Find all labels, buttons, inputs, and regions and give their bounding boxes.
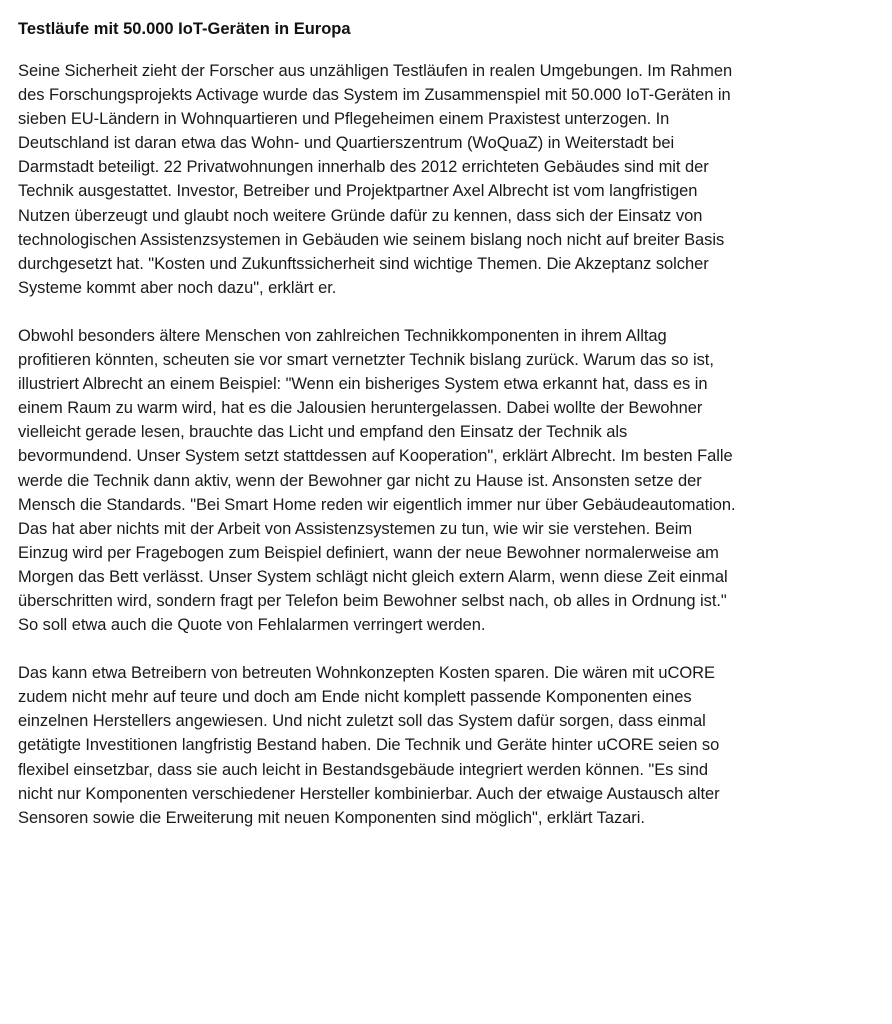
paragraph-line: werde die Technik dann aktiv, wenn der Bewohner gar nicht zu Hause ist. Ansonsten setze der [18, 471, 702, 490]
paragraph-line: sieben EU-Ländern in Wohnquartieren und Pflegeheimen einem Praxistest unterzogen. In [18, 110, 670, 129]
paragraph-line: des Forschungsprojekts Activage wurde das System im Zusammenspiel mit 50.000 IoT-Geräten in [18, 86, 731, 105]
paragraph-line: Seine Sicherheit zieht der Forscher aus unzähligen Testläufen in realen Umgebungen. Im Rahmen [18, 62, 733, 80]
paragraph-line: nicht nur Komponenten verschiedener Hersteller kombinierbar. Auch der etwaige Austausch alter [18, 784, 720, 803]
paragraph-line: profitieren könnten, scheuten sie vor smart vernetzter Technik bislang zurück. Warum das so ist, [18, 351, 714, 370]
article-heading: Testläufe mit 50.000 IoT-Geräten in Europa [18, 20, 351, 38]
paragraph-line: Technik ausgestattet. Investor, Betreiber und Projektpartner Axel Albrecht ist vom langfristigen [18, 182, 698, 201]
paragraph-line: bevormundend. Unser System setzt stattdessen auf Kooperation", erklärt Albrecht. Im besten Falle [18, 447, 733, 466]
paragraph-line: getätigte Investitionen langfristig Bestand haben. Die Technik und Geräte hinter uCORE seien so [18, 736, 720, 755]
paragraph-line: Sensoren sowie die Erweiterung mit neuen Komponenten sind möglich", erklärt Tazari. [18, 808, 645, 827]
paragraph-3 [18, 661, 878, 830]
paragraph-line: illustriert Albrecht an einem Beispiel: "Wenn ein bisheriges System etwa erkannt hat, dass es in [18, 375, 708, 394]
paragraph-line: Das hat aber nichts mit der Arbeit von Assistenzsystemen zu tun, wie wir sie verstehen. Beim [18, 519, 693, 538]
paragraph-line: Systeme kommt aber noch dazu", erklärt er. [18, 278, 337, 297]
paragraph-line: Das kann etwa Betreibern von betreuten Wohnkonzepten Kosten sparen. Die wären mit uCORE [18, 664, 715, 683]
paragraph-1 [18, 59, 878, 300]
paragraph-line: Nutzen überzeugt und glaubt noch weitere Gründe dafür zu kennen, dass sich der Einsatz von [18, 206, 703, 225]
paragraph-line: Einzug wird per Fragebogen zum Beispiel definiert, wann der neue Bewohner normalerweise am [18, 543, 719, 562]
paragraph-2 [18, 324, 878, 637]
paragraph-line: Obwohl besonders ältere Menschen von zahlreichen Technikkomponenten in ihrem Alltag [18, 326, 667, 345]
paragraph-line: flexibel einsetzbar, dass sie auch leicht in Bestandsgebäude integriert werden können. "Es sind [18, 760, 708, 779]
paragraph-line: Mensch die Standards. "Bei Smart Home reden wir eigentlich immer nur über Gebäudeautomation. [18, 495, 736, 514]
paragraph-line: einzelnen Herstellers angewiesen. Und nicht zuletzt soll das System dafür sorgen, dass einmal [18, 712, 706, 731]
paragraph-line: Darmstadt beteiligt. 22 Privatwohnungen innerhalb des 2012 errichteten Gebäudes sind mit der [18, 158, 709, 177]
paragraph-line: überschritten wird, sondern fragt per Telefon beim Bewohner selbst nach, ob alles in Ordnung ist." [18, 591, 727, 610]
paragraph-line: Morgen das Bett verlässt. Unser System schlägt nicht gleich extern Alarm, wenn diese Zeit einmal [18, 567, 728, 586]
paragraph-line: Deutschland ist daran etwa das Wohn- und Quartierszentrum (WoQuaZ) in Weiterstadt bei [18, 134, 675, 153]
paragraph-line: vielleicht gerade lesen, brauchte das Licht und empfand den Einsatz der Technik als [18, 423, 628, 442]
paragraph-line: technologischen Assistenzsystemen in Gebäuden wie seinem bislang noch nicht auf breiter Basis [18, 230, 725, 249]
paragraph-line: durchgesetzt hat. "Kosten und Zukunftssicherheit sind wichtige Themen. Die Akzeptanz solcher [18, 254, 709, 273]
paragraph-line: zudem nicht mehr auf teure und doch am Ende nicht komplett passende Komponenten eines [18, 688, 692, 707]
paragraph-line: einem Raum zu warm wird, hat es die Jalousien heruntergelassen. Dabei wollte der Bewohner [18, 399, 703, 418]
paragraph-line: So soll etwa auch die Quote von Fehlalarmen verringert werden. [18, 616, 486, 635]
